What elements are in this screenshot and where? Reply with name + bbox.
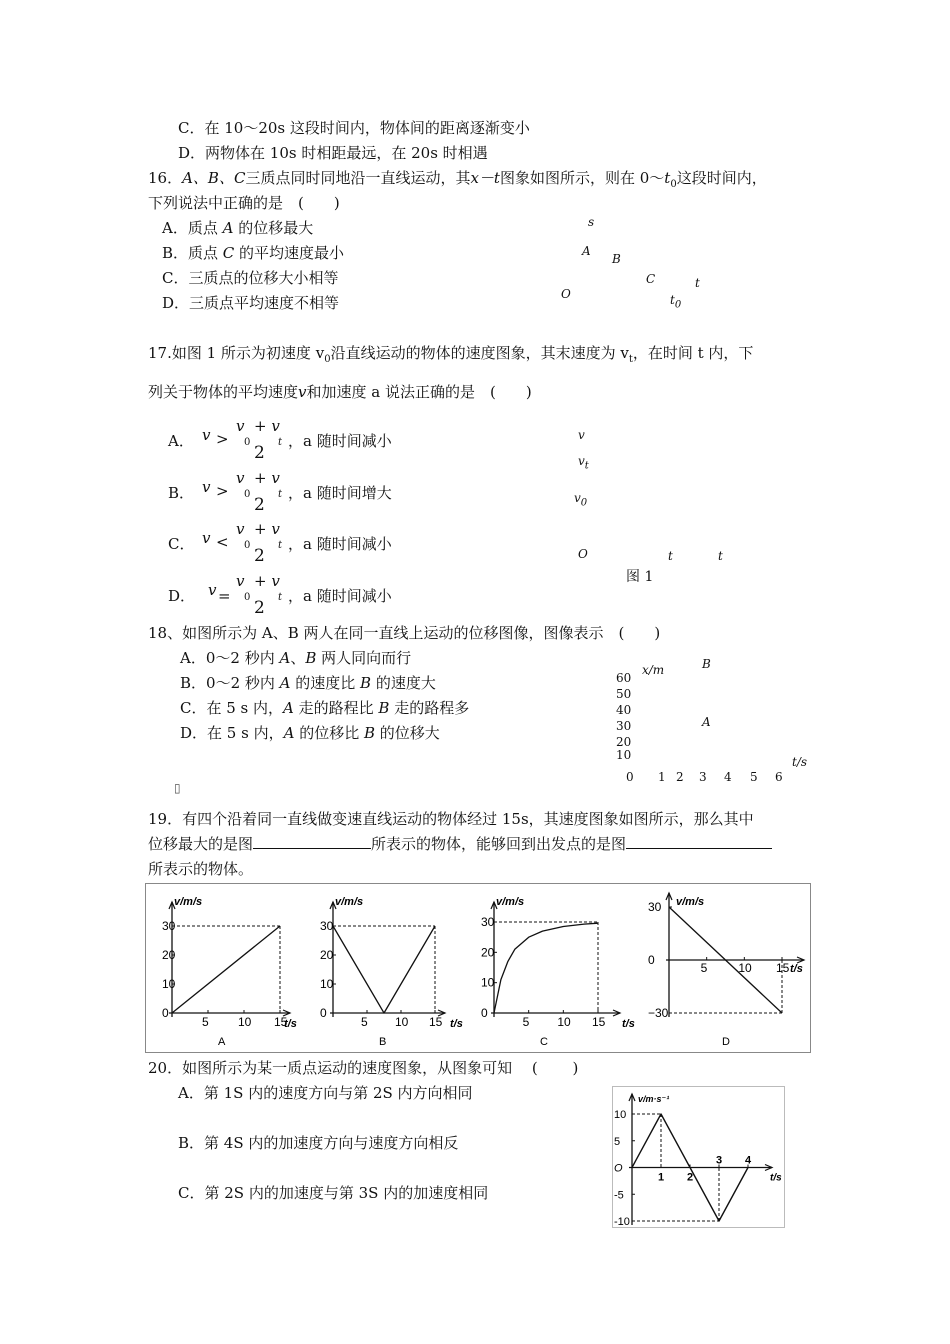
y-tick-label: 10 (162, 977, 176, 991)
q16-option-d: D．三质点平均速度不相等 (162, 294, 340, 312)
q19-chart-panel (145, 883, 811, 1053)
q18-mark: ▯ (174, 781, 181, 795)
q20-x-axis-label: t/s (770, 1172, 782, 1184)
y-tick: 20 (616, 735, 632, 749)
x-tick: 4 (724, 770, 732, 784)
q16-fig-t: t (695, 276, 700, 290)
x-tick-label: 5 (522, 1015, 530, 1029)
x-tick-label: 10 (738, 961, 752, 975)
q20-y-tick-label: -10 (614, 1216, 630, 1228)
q17-stem-line1: 17.如图 1 所示为初速度 $v_0$沿直线运动的物体的速度图象，其末速度为 $v_t$，在时间 t 内，下 (148, 344, 754, 365)
q18-fig-b: B (702, 657, 711, 671)
x-tick: 5 (750, 770, 758, 784)
y-tick-label: −30 (648, 1006, 669, 1020)
x-tick: 0 (626, 770, 634, 784)
y-axis-label: v/m/s (174, 896, 203, 908)
x-axis-label: t/s (622, 1018, 635, 1030)
y-tick-label: 30 (320, 919, 334, 933)
y-tick-label: 0 (648, 953, 655, 967)
q20-option-a: A．第 1S 内的速度方向与第 2S 内方向相同 (178, 1084, 473, 1102)
y-tick-label: 30 (648, 900, 662, 914)
q18-fig-xlabel: t/s (792, 755, 808, 769)
q20-x-tick-label: 1 (658, 1171, 665, 1184)
x-tick-label: 15 (429, 1015, 443, 1029)
q20-y-axis-label: v/m·s⁻¹ (638, 1094, 670, 1104)
x-tick-label: 10 (557, 1015, 571, 1029)
x-tick: 6 (775, 770, 783, 784)
y-tick-label: 10 (481, 975, 495, 990)
x-axis-label: t/s (790, 963, 803, 975)
y-tick-label: 0 (481, 1006, 488, 1020)
x-axis-label: t/s (284, 1018, 297, 1030)
x-tick-label: 5 (700, 961, 708, 975)
q17-fig-origin: O (578, 547, 588, 561)
q20-y-tick-label: 10 (614, 1109, 627, 1121)
q20-y-tick-label: -5 (614, 1189, 624, 1202)
y-tick-label: 30 (162, 919, 176, 933)
q18-fig-a: A (702, 715, 711, 729)
y-tick: 30 (616, 719, 632, 733)
chart-caption: A (218, 1036, 226, 1048)
x-tick: 3 (699, 770, 707, 784)
q19-line1: 19．有四个沿着同一直线做变速直线运动的物体经过 15s，其速度图象如图所示，那么其中 (148, 810, 754, 828)
q19-blank-1 (253, 834, 371, 849)
chart-caption: C (540, 1036, 548, 1048)
q18-option-b: B．0～2 秒内 A 的速度比 B 的速度大 (180, 674, 436, 692)
y-tick-label: 0 (320, 1006, 327, 1020)
q20-x-tick-label: 2 (687, 1171, 694, 1184)
q17-fig-vt: $v_t$ (578, 454, 589, 472)
q18-stem: 18、如图所示为 A、B 两人在同一直线上运动的位移图像，图像表示 ( ) (148, 624, 661, 642)
q16-stem-line2: 下列说法中正确的是 ( ) (148, 194, 340, 212)
q20-x-tick-label: 4 (745, 1154, 752, 1167)
q16-fig-a: A (582, 244, 591, 258)
q18-option-d: D．在 5 s 内，A 的位移比 B 的位移大 (180, 724, 440, 742)
y-tick-label: 10 (320, 977, 334, 991)
q16-fig-b: B (612, 252, 621, 266)
y-tick-label: 20 (481, 945, 495, 960)
y-tick-label: 30 (481, 915, 495, 929)
q17-fig-t1: t (668, 549, 673, 563)
q17-fig-v0: $v_0$ (574, 491, 588, 509)
y-tick-label: 0 (162, 1006, 169, 1020)
x-tick: 1 (658, 770, 666, 784)
q16-option-a: A．质点 A 的位移最大 (162, 219, 314, 237)
q15-option-d: D．两物体在 10s 时相距最远，在 20s 时相遇 (178, 144, 488, 162)
x-tick-label: 5 (361, 1015, 368, 1029)
y-tick: 10 (616, 748, 632, 762)
x-tick-label: 10 (395, 1015, 409, 1029)
y-tick-label: 20 (320, 948, 334, 962)
y-tick: 50 (616, 687, 632, 701)
q20-option-c: C．第 2S 内的加速度与第 3S 内的加速度相同 (178, 1184, 489, 1202)
x-axis-label: t/s (450, 1018, 463, 1030)
q17-fig-caption: 图 1 (626, 569, 654, 585)
y-tick-label: 20 (162, 948, 176, 962)
q16-fig-origin: O (561, 287, 571, 301)
q18-fig-ylabel: x/m (642, 663, 665, 677)
q16-fig-c: C (646, 272, 656, 286)
q18-option-a: A．0～2 秒内 A、B 两人同向而行 (180, 649, 412, 667)
y-axis-label: v/m/s (676, 896, 705, 908)
q20-option-b: B．第 4S 内的加速度方向与速度方向相反 (178, 1134, 459, 1152)
q20-stem: 20．如图所示为某一质点运动的速度图象，从图象可知 ( ) (148, 1059, 579, 1077)
q16-fig-t0: $t_0$ (670, 293, 682, 311)
q19-line3: 所表示的物体。 (148, 860, 254, 878)
q16-option-c: C．三质点的位移大小相等 (162, 269, 339, 287)
q20-y-tick-label: O (614, 1162, 623, 1175)
q17-stem-line2: 列关于物体的平均速度v和加速度 a 说法正确的是 ( ) (148, 383, 532, 401)
q19-blank-2 (626, 834, 772, 849)
q17-fig-v: v (578, 428, 585, 442)
x-tick-label: 15 (776, 961, 790, 975)
x-tick-label: 10 (238, 1015, 252, 1029)
q16-stem-line1: 16．A、B、C三质点同时同地沿一直线运动，其x－t图象如图所示，则在 $0\sim t_0$这段时间内， (148, 169, 767, 190)
x-tick-label: 5 (202, 1015, 209, 1029)
q19-line2: 位移最大的是图 所表示的物体，能够回到出发点的是图 (148, 834, 772, 854)
q17-fig-t2: t (718, 549, 723, 563)
q20-y-tick-label: 5 (614, 1135, 621, 1148)
q20-chart-frame (612, 1086, 785, 1228)
q18-option-c: C．在 5 s 内，A 走的路程比 B 走的路程多 (180, 699, 470, 717)
q16-fig-s: s (588, 215, 595, 229)
chart-caption: D (722, 1036, 730, 1048)
q15-option-c: C．在 10～20s 这段时间内，物体间的距离逐渐变小 (178, 119, 530, 137)
q20-x-tick-label: 3 (716, 1154, 723, 1167)
y-tick: 60 (616, 671, 632, 685)
x-tick: 2 (676, 770, 684, 784)
y-axis-label: v/m/s (496, 896, 525, 908)
q16-option-b: B．质点 C 的平均速度最小 (162, 244, 345, 262)
x-tick-label: 15 (592, 1015, 606, 1029)
chart-caption: B (379, 1036, 387, 1048)
y-tick: 40 (616, 703, 632, 717)
x-tick-label: 15 (274, 1015, 288, 1029)
y-axis-label: v/m/s (335, 896, 364, 908)
